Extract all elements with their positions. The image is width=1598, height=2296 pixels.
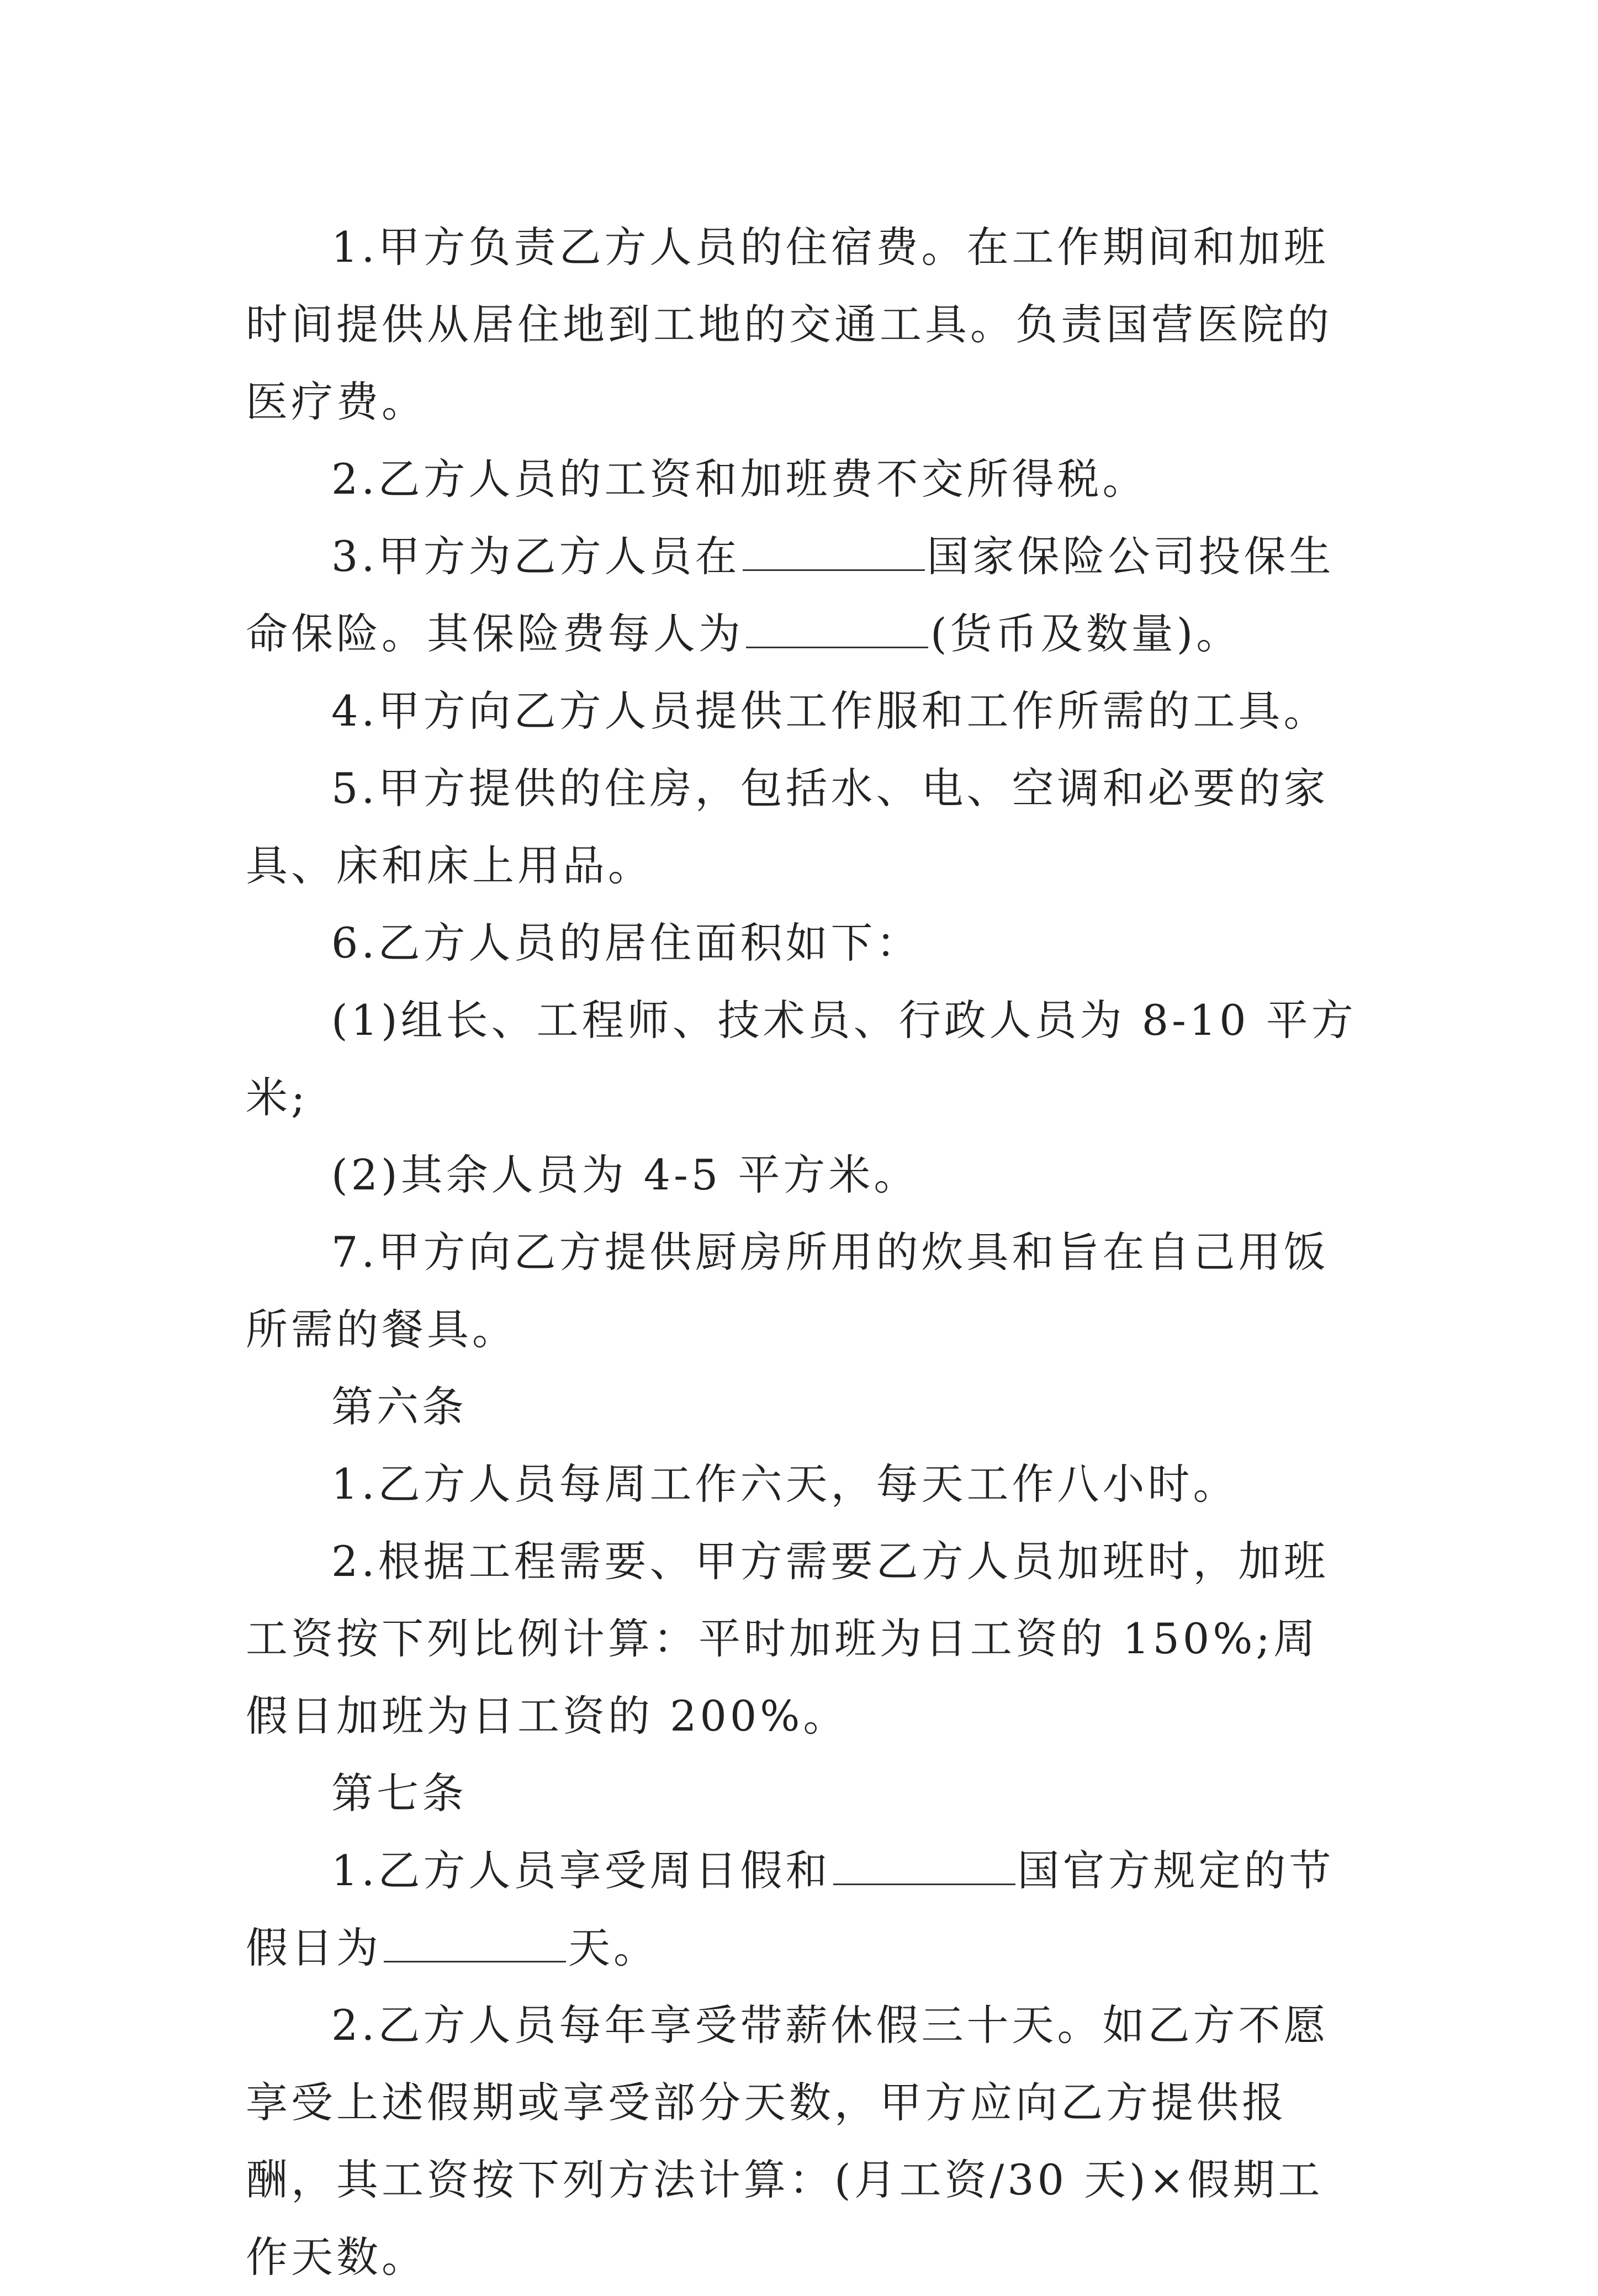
article-6-heading: 第六条 [331, 1382, 467, 1431]
paragraph-3-part-1: 3.甲方为乙方人员在 [331, 532, 740, 581]
fill-blank-insurer-country [743, 535, 925, 571]
paragraph-14-part-2: 国官方规定的节假日为 [246, 1846, 1335, 1972]
article-7-heading: 第七条 [331, 1769, 467, 1818]
paragraph-14-part-1: 1.乙方人员享受周日假和 [331, 1846, 831, 1895]
paragraph-14 [246, 1832, 1361, 1987]
paragraph-6: 6.乙方人员的居住面积如下： [331, 918, 922, 967]
paragraph-2: 2.乙方人员的工资和加班费不交所得税。 [331, 454, 1148, 504]
paragraph-3 [246, 518, 1361, 673]
paragraph-12: 2.根据工程需要、甲方需要乙方人员加班时，加班工资按下列比例计算：平时加班为日工资的 150%;周假日加班为日工资的 200%。 [246, 1537, 1329, 1740]
paragraph-3-part-3: (货币及数量)。 [930, 609, 1242, 658]
paragraph-4: 4.甲方向乙方人员提供工作服和工作所需的工具。 [331, 686, 1329, 736]
fill-blank-holiday-country [833, 1849, 1015, 1885]
paragraph-15: 2.乙方人员每年享受带薪休假三十天。如乙方不愿享受上述假期或享受部分天数，甲方应向乙方提供报酬，其工资按下列方法计算：(月工资/30 天)×假期工作天数。 [246, 2001, 1329, 2282]
paragraph-7: (1)组长、工程师、技术员、行政人员为 8-10 平方米; [246, 996, 1357, 1122]
paragraph-5: 5.甲方提供的住房，包括水、电、空调和必要的家具、床和床上用品。 [246, 764, 1329, 890]
paragraph-3-part-2: 国家保险公司投保生命保险。其保险费每人为 [246, 532, 1335, 658]
paragraph-11: 1.乙方人员每周工作六天，每天工作八小时。 [331, 1459, 1239, 1509]
paragraph-9: 7.甲方向乙方提供厨房所用的炊具和旨在自己用饭所需的餐具。 [246, 1228, 1329, 1354]
paragraph-14-part-3: 天。 [568, 1923, 659, 1972]
fill-blank-premium-amount [746, 612, 928, 648]
paragraph-1: 1.甲方负责乙方人员的住宿费。在工作期间和加班时间提供从居住地到工地的交通工具。负责国营医院的医疗费。 [246, 223, 1332, 426]
fill-blank-holiday-days [384, 1927, 566, 1962]
document-body [246, 209, 1361, 2296]
paragraph-8: (2)其余人员为 4-5 平方米。 [331, 1150, 919, 1199]
